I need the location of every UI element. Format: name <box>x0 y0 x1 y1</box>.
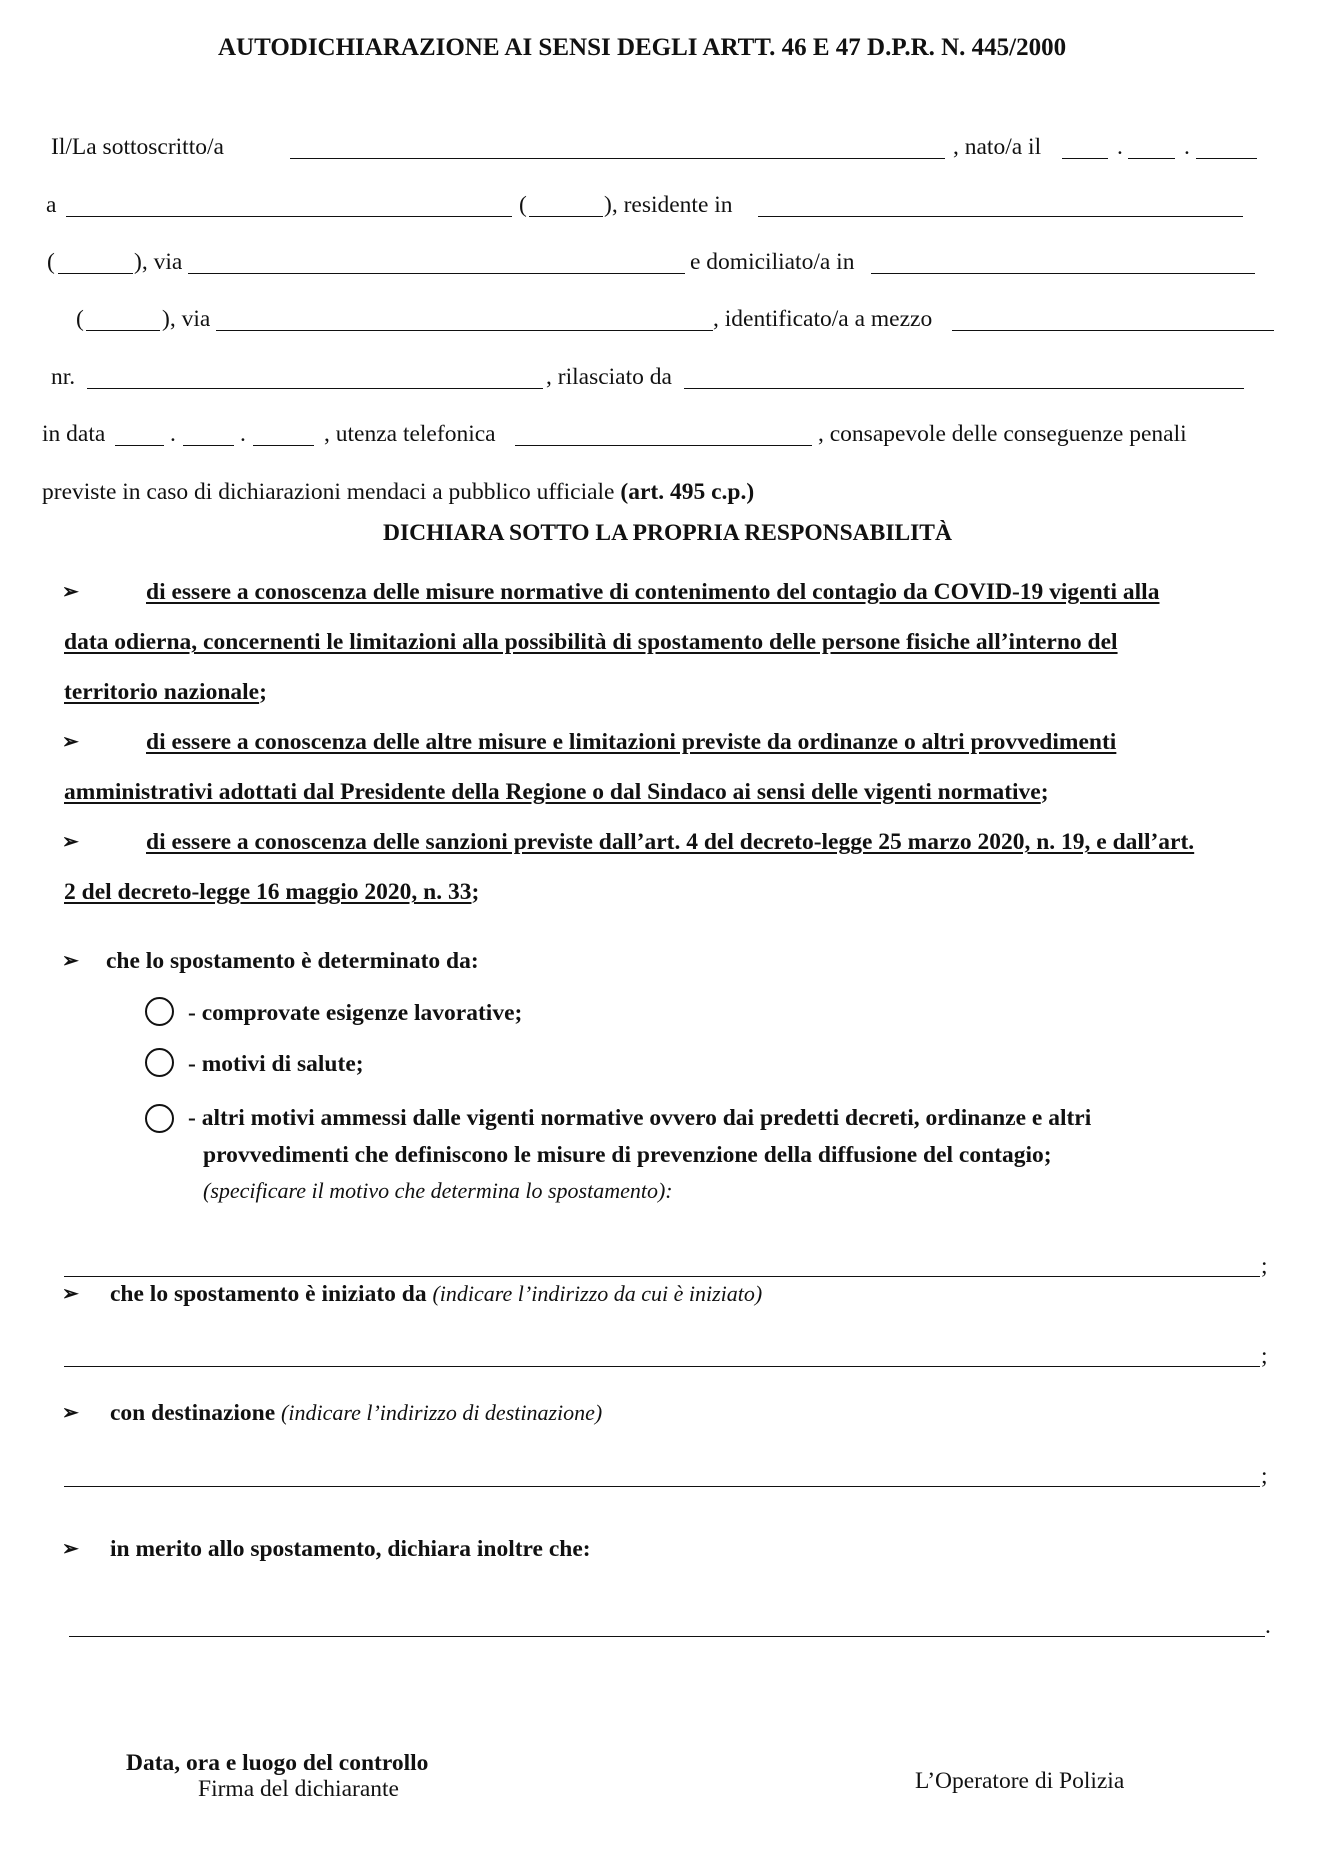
arrow-bullet-icon: ➢ <box>62 1538 79 1560</box>
destination-label: con destinazione <box>110 1400 276 1426</box>
further-label: in merito allo spostamento, dichiara inoltre che: <box>110 1536 591 1562</box>
arrow-bullet-icon: ➢ <box>62 1283 79 1305</box>
id-document-field[interactable] <box>952 330 1274 331</box>
paren-open: ( <box>76 306 84 332</box>
start-sentence <box>110 1280 762 1308</box>
residence-city-field[interactable] <box>758 216 1243 217</box>
reason-other-label: - altri motivi ammessi dalle vigenti normative ovvero dai predetti decreti, ordinanze e altri <box>188 1105 1092 1131</box>
destination-sentence <box>110 1399 602 1427</box>
birth-province-field[interactable] <box>529 216 603 217</box>
domicile-label: e domiciliato/a in <box>690 249 855 275</box>
start-address-field[interactable] <box>64 1366 1260 1367</box>
penal-sentence <box>42 478 754 506</box>
birth-day-field[interactable] <box>1062 158 1108 159</box>
date-separator: . <box>1184 134 1190 160</box>
residence-label: ), residente in <box>604 192 733 218</box>
subscriber-label: Il/La sottoscritto/a <box>51 134 224 160</box>
line-end: ; <box>1261 1253 1268 1279</box>
statement-2-line-2: amministrativi adottati dal Presidente della Regione o dal Sindaco ai sensi delle vigenti normative; <box>64 779 1049 805</box>
birth-year-field[interactable] <box>1196 158 1257 159</box>
phone-field[interactable] <box>515 445 812 446</box>
issued-by-field[interactable] <box>684 388 1244 389</box>
residence-street-field[interactable] <box>188 273 685 274</box>
domicile-city-field[interactable] <box>871 273 1255 274</box>
statement-1-line-3: territorio nazionale; <box>64 679 267 705</box>
document-number-field[interactable] <box>87 388 543 389</box>
declare-heading: DICHIARA SOTTO LA PROPRIA RESPONSABILITÀ <box>383 520 952 546</box>
destination-address-field[interactable] <box>64 1486 1260 1487</box>
identified-label: , identificato/a a mezzo <box>713 306 933 332</box>
issue-year-field[interactable] <box>253 445 314 446</box>
reason-health-radio[interactable] <box>145 1048 174 1077</box>
consequences-text: , consapevole delle conseguenze penali <box>818 421 1187 447</box>
start-note: (indicare l’indirizzo da cui è iniziato) <box>432 1281 763 1306</box>
control-date-label: Data, ora e luogo del controllo <box>126 1750 429 1776</box>
reason-work-label: - comprovate esigenze lavorative; <box>188 1000 523 1026</box>
paren-open: ( <box>519 192 527 218</box>
statement-1-line-1: di essere a conoscenza delle misure normative di contenimento del contagio da COVID-19 vigenti alla <box>146 579 1160 605</box>
date-separator: . <box>170 421 176 447</box>
issued-by-label: , rilasciato da <box>546 364 672 390</box>
police-officer-label: L’Operatore di Polizia <box>915 1768 1125 1794</box>
street-label: ), via <box>134 249 183 275</box>
document-title: AUTODICHIARAZIONE AI SENSI DEGLI ARTT. 46 E 47 D.P.R. N. 445/2000 <box>218 34 1067 61</box>
statement-1-line-2: data odierna, concernenti le limitazioni alla possibilità di spostamento delle persone fisiche all’interno del <box>64 629 1118 655</box>
destination-note: (indicare l’indirizzo di destinazione) <box>281 1400 603 1425</box>
name-field[interactable] <box>290 158 945 159</box>
reason-other-label-cont: provvedimenti che definiscono le misure di prevenzione della diffusione del contagio; <box>203 1142 1052 1168</box>
declarant-signature-label: Firma del dichiarante <box>198 1776 399 1802</box>
birthplace-field[interactable] <box>66 216 512 217</box>
line-end: . <box>1265 1613 1271 1639</box>
domicile-street-field[interactable] <box>216 330 713 331</box>
street-label: ), via <box>162 306 211 332</box>
residence-province-field[interactable] <box>58 273 133 274</box>
issue-month-field[interactable] <box>183 445 234 446</box>
paren-open: ( <box>47 249 55 275</box>
reason-other-note: (specificare il motivo che determina lo spostamento): <box>203 1178 673 1203</box>
birth-month-field[interactable] <box>1128 158 1175 159</box>
born-label: , nato/a il <box>953 134 1042 160</box>
arrow-bullet-icon: ➢ <box>62 831 79 853</box>
domicile-province-field[interactable] <box>86 330 160 331</box>
birthplace-label: a <box>46 192 57 218</box>
reason-intro: che lo spostamento è determinato da: <box>106 948 479 974</box>
number-label: nr. <box>51 364 76 390</box>
start-label: che lo spostamento è iniziato da <box>110 1281 427 1307</box>
reason-health-label: - motivi di salute; <box>188 1051 364 1077</box>
penal-text: previste in caso di dichiarazioni mendaci a pubblico ufficiale <box>42 479 615 505</box>
issue-date-label: in data <box>42 421 106 447</box>
further-declaration-field[interactable] <box>69 1636 1265 1637</box>
arrow-bullet-icon: ➢ <box>62 581 79 603</box>
line-end: ; <box>1261 1463 1268 1489</box>
line-end: ; <box>1261 1343 1268 1369</box>
reason-work-radio[interactable] <box>145 997 174 1026</box>
statement-2-line-1: di essere a conoscenza delle altre misure e limitazioni previste da ordinanze o altri provvedimenti <box>146 729 1117 755</box>
arrow-bullet-icon: ➢ <box>62 1402 79 1424</box>
statement-3-line-1: di essere a conoscenza delle sanzioni previste dall’art. 4 del decreto-legge 25 marzo 2020, n. 19, e dall’art. <box>146 829 1195 855</box>
issue-day-field[interactable] <box>115 445 164 446</box>
statement-3-line-2: 2 del decreto-legge 16 maggio 2020, n. 33; <box>64 879 480 905</box>
arrow-bullet-icon: ➢ <box>62 731 79 753</box>
reason-other-radio[interactable] <box>145 1104 174 1133</box>
phone-label: , utenza telefonica <box>324 421 496 447</box>
reason-specify-field[interactable] <box>64 1276 1260 1277</box>
penal-article: (art. 495 c.p.) <box>620 479 755 505</box>
date-separator: . <box>1117 134 1123 160</box>
date-separator: . <box>240 421 246 447</box>
arrow-bullet-icon: ➢ <box>62 950 79 972</box>
